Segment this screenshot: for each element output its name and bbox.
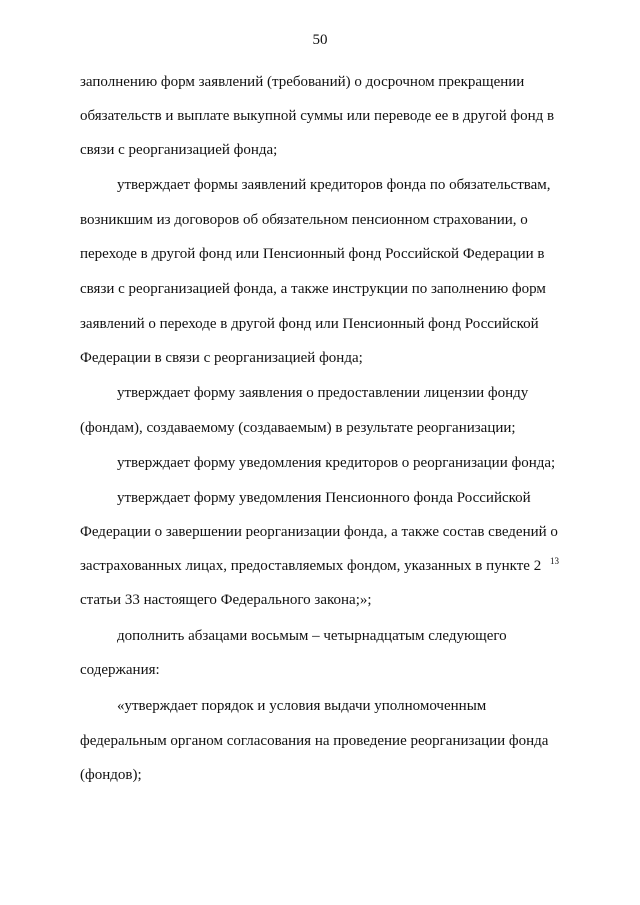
text-line-body: застрахованных лицах, предоставляемых фондом, указанных в пункте 2 — [80, 558, 542, 574]
text-line: переходе в другой фонд или Пенсионный фонд Российской Федерации в — [80, 246, 545, 262]
text-line: утверждает формы заявлений кредиторов фонда по обязательствам, — [117, 177, 551, 193]
text-line: (фондам), создаваемому (создаваемым) в результате реорганизации; — [80, 420, 516, 436]
text-line: утверждает форму уведомления Пенсионного фонда Российской — [117, 490, 531, 506]
text-line: утверждает форму уведомления кредиторов о реорганизации фонда; — [117, 455, 556, 471]
text-line: связи с реорганизацией фонда, а также инструкции по заполнению форм — [80, 281, 546, 297]
text-line: содержания: — [80, 662, 160, 678]
text-line: (фондов); — [80, 767, 142, 783]
text-line: заполнению форм заявлений (требований) о досрочном прекращении — [80, 74, 525, 90]
text-line: «утверждает порядок и условия выдачи уполномоченным — [117, 698, 487, 714]
text-line: федеральным органом согласования на проведение реорганизации фонда — [80, 733, 549, 749]
text-line: Федерации в связи с реорганизацией фонда; — [80, 350, 363, 366]
text-line: дополнить абзацами восьмым – четырнадцатым следующего — [117, 628, 507, 644]
text-line: заявлений о переходе в другой фонд или Пенсионный фонд Российской — [80, 316, 539, 332]
text-line: связи с реорганизацией фонда; — [80, 142, 278, 158]
text-line: обязательств и выплате выкупной суммы или переводе ее в другой фонд в — [80, 108, 555, 124]
text-line: статьи 33 настоящего Федерального закона;»; — [80, 592, 372, 608]
text-line: возникшим из договоров об обязательном пенсионном страховании, о — [80, 212, 528, 228]
text-line: утверждает форму заявления о предоставлении лицензии фонду — [117, 385, 529, 401]
footnote-superscript: 13 — [550, 556, 559, 566]
text-line — [80, 557, 563, 575]
text-line: Федерации о завершении реорганизации фонда, а также состав сведений о — [80, 524, 558, 540]
page-number: 50 — [312, 32, 328, 48]
